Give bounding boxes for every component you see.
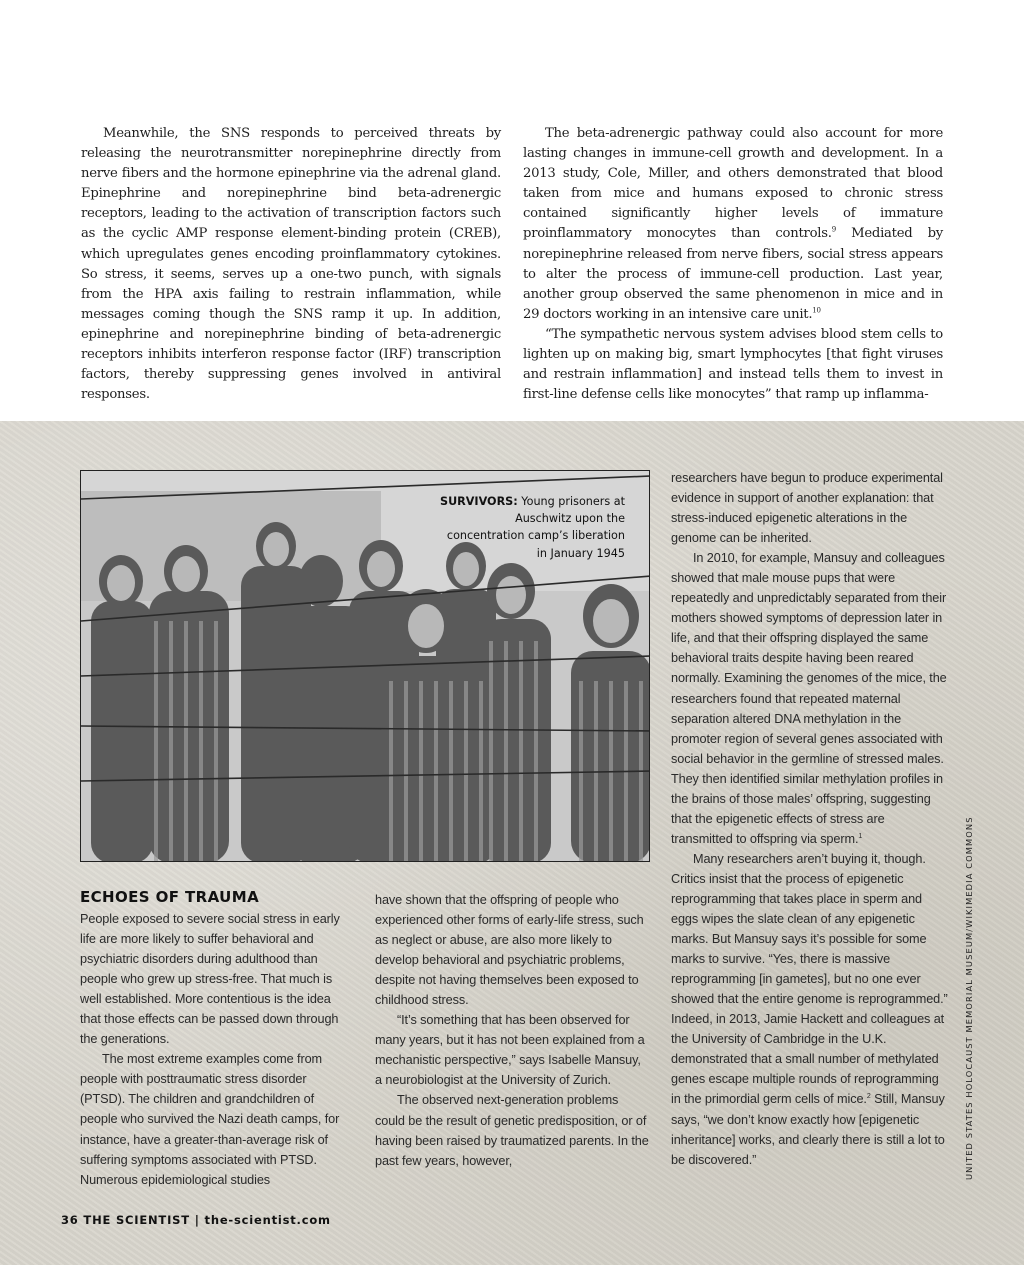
paragraph-text: The beta-adrenergic pathway could also account for more lasting changes in immune-cell growth and development. In a 2013 study, Cole, Miller, and others demonstrated that blood taken from mice and humans exposed to chronic stress contained significantly higher levels of immature proinflammatory monocytes than controls. (523, 126, 943, 242)
sidebar-paragraph: have shown that the offspring of people who experienced other forms of early-life stress, such as neglect or abuse, are also more likely to develop behavioral and psychiatric problems, despite not having themselves been exposed to childhood stress. (375, 893, 644, 1008)
reference-superscript: 10 (812, 306, 821, 315)
paragraph-text: Many researchers aren’t buying it, though. Critics insist that the process of epigenetic reprogramming that takes place in sperm and eggs wipes the slate clean of any epigenetic marks. But Mansuy says it’s possible for some marks to survive. “Yes, there is massive reprogramming [in gametes], but no one ever showed that the entire genome is reprogrammed.” Indeed, in 2013, Jamie Hackett and colleagues at the University of Cambridge in the U.K. demonstrated that a small number of methylated genes escape multiple rounds of reprogramming in the primordial germ cells of mice. (671, 851, 948, 1107)
reference-superscript: 2 (866, 1093, 871, 1101)
page-number: 36 (61, 1213, 79, 1227)
publication-name: THE SCIENTIST (83, 1213, 190, 1227)
sidebar-paragraph: The observed next-generation problems could be the result of genetic predisposition, or of having been raised by traumatized parents. In the past few years, however, (375, 1093, 649, 1168)
sidebar-heading: ECHOES OF TRAUMA (80, 888, 260, 906)
reference-superscript: 9 (831, 226, 836, 235)
sidebar-paragraph: People exposed to severe social stress in early life are more likely to suffer behavioral and psychiatric disorders during adulthood than people who grew up stress-free. That much is well established. More contentious is the idea that those effects can be passed down through the generations. (80, 912, 340, 1047)
caption-text: Young prisoners at Auschwitz upon the concentration camp’s liberation in January 1945 (446, 495, 625, 560)
reference-superscript: 1 (858, 832, 863, 840)
paragraph-text: In 2010, for example, Mansuy and colleagues showed that male mouse pups that were repeatedly and unpredictably separated from their mothers showed symptoms of depression later in life, and that their offspring displayed the same behavioral traits despite having been reared normally. Examining the genomes of the mice, the researchers found that repeated maternal separation altered DNA methylation in the promoter region of several genes associated with social behavior in the germline of stressed males. They then identified similar methylation profiles in the brains of those males’ offspring, suggesting that the epigenetic effects of stress are transmitted to offspring via sperm. (671, 551, 947, 846)
sidebar-paragraph: The most extreme examples come from people with posttraumatic stress disorder (PTSD). The children and grandchildren of people who survived the Nazi death camps, for instance, have a greater-than-average risk of suffering symptoms associated with PTSD. Numerous epidemiological studies (80, 1052, 340, 1187)
sidebar-paragraph: researchers have begun to produce experimental evidence in support of another explanation: that stress-induced epigenetic alterations in the genome can be inherited. (671, 471, 943, 546)
caption-label: SURVIVORS: (440, 495, 518, 508)
paragraph-text: Mediated by norepinephrine released from nerve fibers, social stress appears to alter the process of immune-cell production. Last year, another group observed the same phenomenon in mice and in 29 doctors working in an intensive care unit. (523, 226, 943, 322)
sidebar-column-3 (671, 468, 948, 1170)
article-column-right (523, 124, 943, 405)
sidebar-paragraph: “It’s something that has been observed for many years, but it has not been explained from a mechanistic perspective,” says Isabelle Mansuy, a neurobiologist at the University of Zurich. (375, 1013, 645, 1088)
article-paragraph: “The sympathetic nervous system advises blood stem cells to lighten up on making big, smart lymphocytes [that fight viruses and restrain inflammation] and instead tells them to invest in first-line defense cells like monocytes” that ramp up inflamma- (523, 326, 943, 403)
photo-credit: UNITED STATES HOLOCAUST MEMORIAL MUSEUM/WIKIMEDIA COMMONS (964, 816, 974, 1180)
footer-url: the-scientist.com (204, 1213, 331, 1227)
article-column-left (81, 124, 501, 405)
sidebar-column-2 (375, 890, 650, 1171)
article-paragraph: Meanwhile, the SNS responds to perceived threats by releasing the neurotransmitter norepinephrine directly from nerve fibers and the hormone epinephrine via the adrenal gland. Epinephrine and norepinephrine bind beta-adrenergic receptors, leading to the activation of transcription factors such as the cyclic AMP response element-binding protein (CREB), which upregulates genes encoding proinflammatory cytokines. So stress, it seems, serves up a one-two punch, with signals from the HPA axis failing to restrain inflammation, while messages coming though the SNS ramp it up. In addition, epinephrine and norepinephrine binding of beta-adrenergic receptors inhibits interferon response factor (IRF) transcription factors, thereby suppressing genes involved in antiviral responses. (81, 126, 501, 403)
sidebar-paragraph (671, 548, 948, 849)
photo-caption (440, 493, 625, 562)
footer-separator: | (194, 1213, 200, 1227)
article-paragraph (523, 124, 943, 325)
sidebar-column-1 (80, 909, 348, 1190)
page-footer (61, 1213, 331, 1227)
sidebar-paragraph (671, 849, 948, 1170)
paragraph-text: Still, Mansuy says, “we don’t know exactly how [epigenetic inheritance] works, and clearly there is still a lot to be discovered.” (671, 1092, 945, 1167)
